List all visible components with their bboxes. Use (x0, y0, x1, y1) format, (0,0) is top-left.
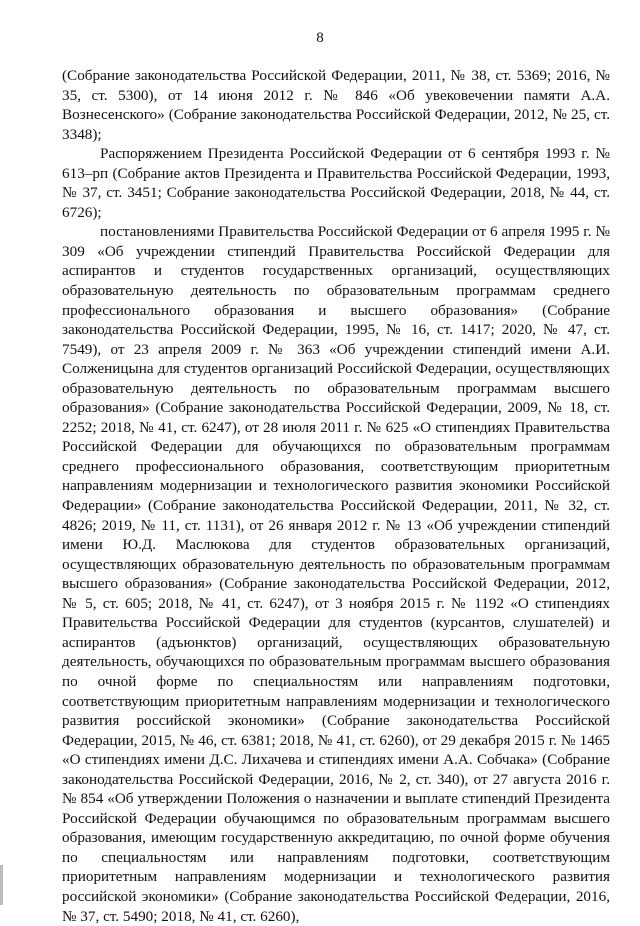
paragraph-government-resolutions: постановлениями Правительства Российской Федерации от 6 апреля 1995 г. № 309 «Об учреждении стипендий Правительства Российской Федерации для аспирантов и студентов государственных организаций, осуществляющих образовательную деятельность по образовательным программам среднего профессионального образования и высшего образования» (Собрание законодательства Российской Федерации, 1995, № 16, ст. 1417; 2020, № 47, ст. 7549), от 23 апреля 2009 г. № 363 «Об учреждении стипендий имени А.И. Солженицына для студентов организаций Российской Федерации, осуществляющих образовательную деятельность по образовательным программам высшего образования» (Собрание законодательства Российской Федерации, 2009, № 18, ст. 2252; 2018, № 41, ст. 6247), от 28 июля 2011 г. № 625 «О стипендиях Правительства Российской Федерации для обучающихся по образовательным программам среднего профессионального образования, соответствующим приоритетным направлениям модернизации и технологического развития экономики Российской Федерации» (Собрание законодательства Российской Федерации, 2011, № 32, ст. 4826; 2019, № 11, ст. 1131), от 26 января 2012 г. № 13 «Об учреждении стипендий имени Ю.Д. Маслюкова для студентов образовательных организаций, осуществляющих образовательную деятельность по образовательным программам высшего образования» (Собрание законодательства Российской Федерации, 2012, № 5, ст. 605; 2018, № 41, ст. 6247), от 3 ноября 2015 г. № 1192 «О стипендиях Правительства Российской Федерации для студентов (курсантов, слушателей) и аспирантов (адъюнктов) организаций, осуществляющих образовательную деятельность, обучающихся по образовательным программам высшего образования по очной форме по специальностям или направлениям подготовки, соответствующим приоритетным направлениям модернизации и технологического развития российской экономики» (Собрание законодательства Российской Федерации, 2015, № 46, ст. 6381; 2018, № 41, ст. 6260), от 29 декабря 2015 г. № 1465 «О стипендиях имени Д.С. Лихачева и стипендиях имени А.А. Собчака» (Собрание законодательства Российской Федерации, 2016, № 2, ст. 340), от 27 августа 2016 г. № 854 «Об утверждении Положения о назначении и выплате стипендий Президента Российской Федерации обучающимся по образовательным программам высшего образования, имеющим государственную аккредитацию, по очной форме обучения по специальностям или направлениям подготовки, соответствующим приоритетным направлениям модернизации и технологического развития российской экономики» (Собрание законодательства Российской Федерации, 2016, № 37, ст. 5490; 2018, № 41, ст. 6260), (62, 223, 610, 925)
page-number: 8 (316, 30, 324, 46)
document-body (62, 66, 610, 926)
paragraph-citation-continuation: (Собрание законодательства Российской Федерации, 2011, № 38, ст. 5369; 2016, № 35, ст. 5300), от 14 июня 2012 г. № 846 «Об увековечении памяти А.А. Вознесенского» (Собрание законодательства Российской Федерации, 2012, № 25, ст. 3348); (62, 67, 610, 143)
scan-edge-mark (0, 865, 3, 905)
paragraph-presidential-order: Распоряжением Президента Российской Федерации от 6 сентября 1993 г. № 613–рп (Собрание актов Президента и Правительства Российской Федерации, 1993, № 37, ст. 3451; Собрание законодательства Российской Федерации, 2018, № 44, ст. 6726); (62, 145, 610, 221)
